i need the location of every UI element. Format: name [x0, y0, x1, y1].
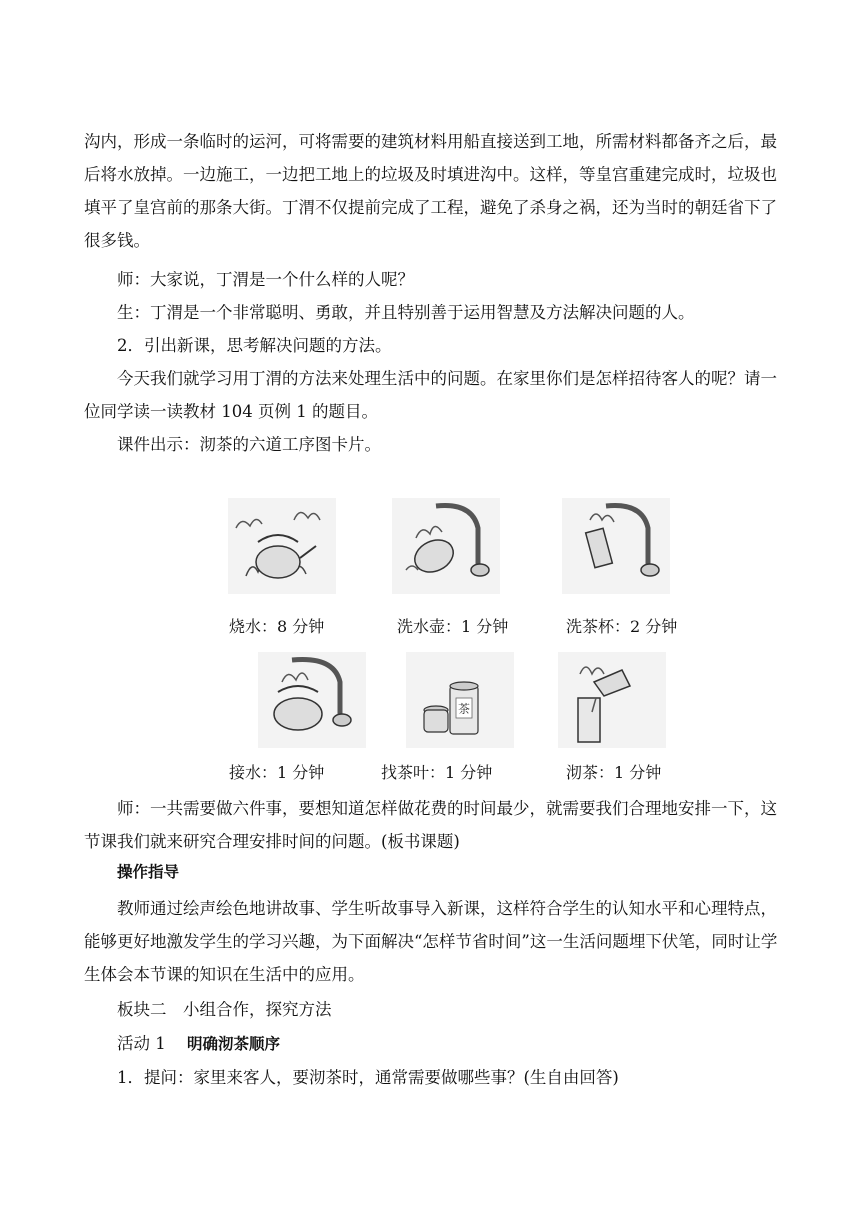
operation-guide-text: 教师通过绘声绘色地讲故事、学生听故事导入新课，这样符合学生的认知水平和心理特点，能够更好地激发学生的学习兴趣，为下面解决“怎样节省时间”这一生活问题埋下伏笔，同时让学生体会本节课的知识在生活中的应用。 [84, 899, 778, 984]
intro-paragraph: 今天我们就学习用丁渭的方法来处理生活中的问题。在家里你们是怎样招待客人的呢？请一位同学读一读教材 104 页例 1 的题目。 [84, 369, 777, 421]
step-label-boil-water: 烧水：8 分钟 [229, 617, 325, 636]
step-label-wash-kettle: 洗水壶：1 分钟 [397, 617, 509, 636]
activity-1-heading [117, 1030, 280, 1054]
activity-label: 活动 1 [117, 1034, 166, 1053]
step-label-find-tea: 找茶叶：1 分钟 [381, 763, 493, 782]
pouring-tea-icon [558, 652, 666, 748]
step-label-make-tea: 沏茶：1 分钟 [566, 763, 662, 782]
step-label-fill-water: 接水：1 分钟 [229, 763, 325, 782]
filling-kettle-icon [258, 652, 366, 748]
activity-title: 明确沏茶顺序 [187, 1035, 281, 1053]
washing-cup-icon [562, 498, 670, 594]
teacher-summary: 师：一共需要做六件事，要想知道怎样做花费的时间最少，就需要我们合理地安排一下，这节课我们就来研究合理安排时间的问题。(板书课题) [84, 799, 777, 851]
question-1: 1．提问：家里来客人，要沏茶时，通常需要做哪些事？(生自由回答) [117, 1068, 619, 1087]
operation-guide-heading: 操作指导 [117, 863, 180, 881]
step-label-wash-cup: 洗茶杯：2 分钟 [566, 617, 678, 636]
canister-label: 茶 [457, 702, 471, 716]
tea-canister-icon [406, 652, 514, 748]
step-2-heading: 2．引出新课，思考解决问题的方法。 [117, 336, 392, 355]
story-ending-paragraph: 沟内，形成一条临时的运河，可将需要的建筑材料用船直接送到工地，所需材料都备齐之后，最后将水放掉。一边施工，一边把工地上的垃圾及时填进沟中。这样，等皇宫重建完成时，垃圾也填平了皇宫前的那条大街。丁渭不仅提前完成了工程，避免了杀身之祸，还为当时的朝廷省下了很多钱。 [84, 132, 777, 250]
block-2-heading: 板块二 小组合作，探究方法 [117, 1000, 332, 1019]
washing-kettle-icon [392, 498, 500, 594]
courseware-line: 课件出示：沏茶的六道工序图卡片。 [117, 435, 381, 454]
student-answer: 生：丁渭是一个非常聪明、勇敢，并且特别善于运用智慧及方法解决问题的人。 [117, 303, 695, 322]
teacher-question: 师：大家说，丁渭是一个什么样的人呢？ [117, 270, 414, 289]
kettle-boiling-icon [228, 498, 336, 594]
